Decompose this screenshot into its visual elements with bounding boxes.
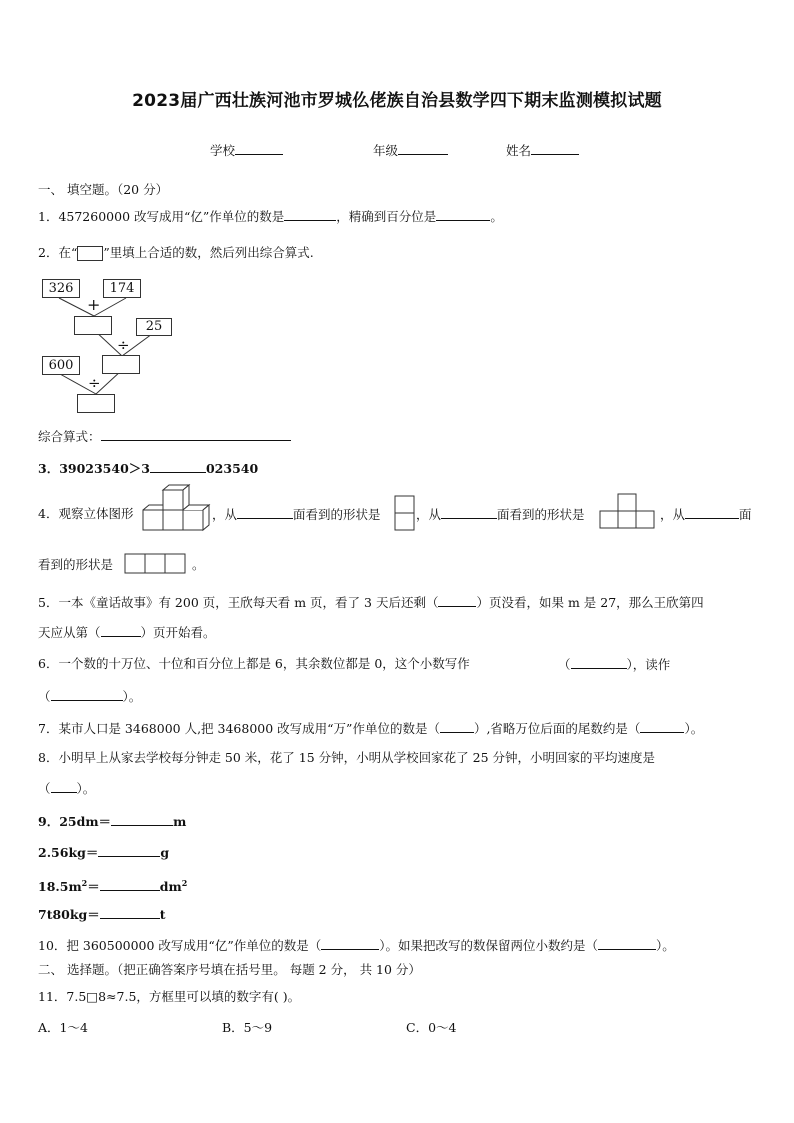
q4-part-3 <box>660 505 752 524</box>
q10-text-c: ）。 <box>655 938 675 953</box>
q6-text-e: ）。 <box>122 689 142 704</box>
q4-text-a: 4．观察立体图形 <box>38 506 134 521</box>
q5-text-d: ）页开始看。 <box>140 625 216 640</box>
diagram-box-600: 600 <box>42 356 80 375</box>
question-5-line-1 <box>38 593 704 612</box>
grade-blank[interactable] <box>398 141 448 155</box>
view-shape-1-icon <box>394 496 416 532</box>
q3-blank[interactable] <box>150 459 206 473</box>
question-7 <box>38 719 703 738</box>
q2-diagram-lines <box>38 278 238 418</box>
q5-blank-2[interactable] <box>101 623 141 637</box>
q11-option-b[interactable]: B．5～9 <box>222 1020 273 1035</box>
diagram-box-quotient-1[interactable] <box>102 355 140 374</box>
q8-blank[interactable] <box>51 779 77 793</box>
q8-part-2 <box>38 779 95 798</box>
q1-blank-1[interactable] <box>284 207 336 221</box>
q3-text-a: 3．39023540＞3 <box>38 461 150 476</box>
q2-formula-label: 综合算式： <box>38 429 101 444</box>
question-5-line-2 <box>38 623 216 642</box>
q6-text-c: ），读作 <box>626 657 671 672</box>
q9-blank-1[interactable] <box>111 812 173 826</box>
q4-text-f: ，从 <box>660 507 686 522</box>
q10-text-b: ）。如果把改写的数保留两位小数约是（ <box>379 938 598 953</box>
q6-text-a: 6．一个数的十万位、十位和百分位上都是 6，其余数位都是 0，这个小数写作 <box>38 656 470 671</box>
q4-text-d: ，从 <box>416 507 442 522</box>
q7-text-c: ）。 <box>684 721 704 736</box>
q2-text-a: 2．在“ <box>38 245 78 260</box>
school-label: 学校 <box>210 143 236 158</box>
q9-l3-sup-2: 2 <box>181 878 188 888</box>
diagram-box-result[interactable] <box>77 394 115 413</box>
school-field <box>210 141 283 160</box>
q9-line-1 <box>38 812 186 831</box>
question-11-stem: 11．7.5□8≈7.5，方框里可以填的数字有( )。 <box>38 989 301 1004</box>
q5-text-c: 天应从第（ <box>38 625 101 640</box>
q9-blank-3[interactable] <box>100 877 160 891</box>
grade-label: 年级 <box>373 143 399 158</box>
q8-text-c: ）。 <box>76 781 96 796</box>
diagram-box-326: 326 <box>42 279 80 298</box>
q4-part-1 <box>212 505 381 524</box>
section2-heading: 二、 选择题。（把正确答案序号填在括号里。 每题 2 分， 共 10 分） <box>38 962 421 977</box>
q9-blank-2[interactable] <box>98 843 160 857</box>
q7-text-a: 7．某市人口是 3468000 人,把 3468000 改写成用“万”作单位的数是（ <box>38 721 440 736</box>
q6-text-d: （ <box>38 689 51 704</box>
grade-field <box>373 141 448 160</box>
q9-l2-text-a: 2.56kg＝ <box>38 845 99 860</box>
q6-part-2 <box>38 687 141 706</box>
solid-figure-icon <box>143 489 213 535</box>
diagram-div-1: ÷ <box>117 336 130 354</box>
question-1 <box>38 207 503 226</box>
name-field <box>506 141 579 160</box>
school-blank[interactable] <box>235 141 283 155</box>
q10-text-a: 10．把 360500000 改写成用“亿”作单位的数是（ <box>38 938 322 953</box>
q9-l3-sup: 2 <box>81 878 88 888</box>
q10-blank-1[interactable] <box>321 936 379 950</box>
q9-l2-text-b: g <box>160 845 170 860</box>
q6-text-b: （ <box>558 657 571 672</box>
diagram-box-174: 174 <box>103 279 141 298</box>
q1-text-c: 。 <box>490 209 503 224</box>
q9-line-3 <box>38 874 187 896</box>
q9-l3-text-b: ＝ <box>87 879 100 895</box>
q9-line-4 <box>38 905 166 924</box>
q9-l4-text-a: 7t80kg＝ <box>38 907 100 922</box>
q9-line-2 <box>38 843 169 862</box>
view-shape-3-icon <box>124 553 188 575</box>
q7-text-b: ）,省略万位后面的尾数约是（ <box>473 721 641 736</box>
q8-text-a: 8．小明早上从家去学校每分钟走 50 米，花了 15 分钟，小明从学校回家花了 25 分钟，小明回家的平均速度是 <box>38 750 656 765</box>
q5-text-a: 5．一本《童话故事》有 200 页，王欣每天看 m 页，看了 3 天后还剩（ <box>38 595 439 610</box>
diagram-div-2: ÷ <box>88 374 101 392</box>
view-shape-2-icon <box>600 493 658 531</box>
q9-l1-text-b: m <box>173 814 187 829</box>
q4-text-g: 面 <box>739 507 752 522</box>
diagram-box-25: 25 <box>136 318 172 336</box>
q7-blank-1[interactable] <box>440 719 474 733</box>
q1-text-a: 1．457260000 改写成用“亿”作单位的数是 <box>38 209 285 224</box>
question-2 <box>38 244 314 262</box>
q7-blank-2[interactable] <box>640 719 684 733</box>
q11-option-a[interactable]: A．1～4 <box>38 1020 88 1035</box>
q8-text-b: （ <box>38 781 51 796</box>
q5-text-b: ）页没看，如果 m 是 27，那么王欣第四 <box>476 595 704 610</box>
q4-part-2 <box>416 505 585 524</box>
q6-blank-1[interactable] <box>571 655 627 669</box>
q2-formula-blank[interactable] <box>101 427 291 441</box>
q5-blank-1[interactable] <box>438 593 476 607</box>
q4-text-c: 面看到的形状是 <box>293 507 381 522</box>
diagram-box-sum[interactable] <box>74 316 112 335</box>
q10-blank-2[interactable] <box>598 936 656 950</box>
q6-part-1 <box>558 655 670 674</box>
section1-heading: 一、 填空题。（20 分） <box>38 182 169 197</box>
q9-l3-text-a: 18.5m <box>38 879 82 895</box>
q4-text-i: 。 <box>192 557 205 572</box>
q9-l1-text-a: 9．25dm＝ <box>38 814 112 829</box>
q11-option-c[interactable]: C．0～4 <box>406 1020 457 1035</box>
q4-text-h: 看到的形状是 <box>38 557 114 572</box>
q6-blank-2[interactable] <box>51 687 123 701</box>
q1-text-b: ，精确到百分位是 <box>336 209 437 224</box>
name-label: 姓名 <box>506 143 532 158</box>
q2-formula <box>38 427 291 446</box>
q4-blank-1[interactable] <box>237 505 293 519</box>
q2-text-b: ”里填上合适的数，然后列出综合算式. <box>103 245 314 260</box>
page-title: 2023届广西壮族河池市罗城仫佬族自治县数学四下期末监测模拟试题 <box>132 91 662 111</box>
q9-blank-4[interactable] <box>100 905 160 919</box>
question-3 <box>38 459 258 478</box>
q4-text-e: 面看到的形状是 <box>497 507 585 522</box>
diagram-plus: + <box>87 295 101 314</box>
q1-blank-2[interactable] <box>436 207 490 221</box>
q4-text-b: ，从 <box>212 507 238 522</box>
q9-l3-text-c: dm <box>159 879 182 895</box>
name-blank[interactable] <box>531 141 579 155</box>
q4-blank-3[interactable] <box>685 505 739 519</box>
q9-l4-text-b: t <box>159 907 166 922</box>
question-10 <box>38 936 675 955</box>
q3-text-b: 023540 <box>205 461 259 476</box>
q2-box-icon <box>77 246 103 261</box>
q4-blank-2[interactable] <box>441 505 497 519</box>
